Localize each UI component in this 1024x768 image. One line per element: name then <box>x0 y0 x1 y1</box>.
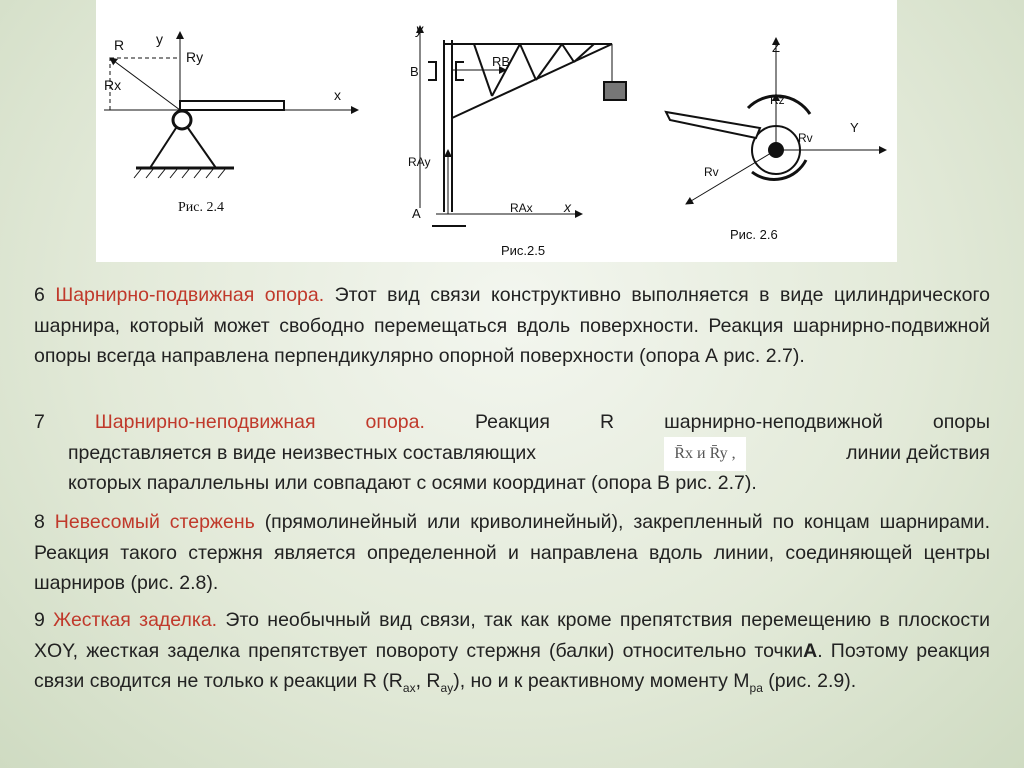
fig24-label-x: х <box>334 87 341 103</box>
fig24-label-rx: Rx <box>104 77 122 93</box>
paragraph-9-bold-a: А <box>803 639 818 662</box>
paragraph-8-term: Невесомый стержень <box>54 511 255 533</box>
fig24-label-ry: Ry <box>186 49 204 65</box>
fig26-label-z: Z <box>772 40 780 55</box>
paragraph-9-text-a: Это необычный вид связи, так как кроме препятствия перемещению в плоскости XOY, жесткая заделка препятствует повороту стержня (балки) относительно точки <box>34 609 990 662</box>
paragraph-7-line3: которых параллельны или совпадают с осями координат (опора В рис. 2.7). <box>68 472 757 494</box>
fig26-label-rx: Rv <box>704 165 719 179</box>
fig25-label-a: A <box>412 206 421 221</box>
formula-rx-ry: R̄x и R̄y , <box>664 437 746 471</box>
paragraph-9-text-d: ), но и к реактивному моменту M <box>453 670 750 692</box>
fig25-label-rax: RAx <box>510 201 533 215</box>
paragraph-8-text: (прямолинейный или криволинейный), закрепленный по концам шарнирами. Реакция такого стержня является определенной и направлена вдоль линии, соединяющей центры шарниров (рис. 2.8). <box>34 511 990 594</box>
fig26-label-rz: Rz <box>770 93 785 107</box>
paragraph-6-number: 6 <box>34 284 45 306</box>
fig26-label-y: Y <box>850 120 859 135</box>
paragraph-8-number: 8 <box>34 511 45 533</box>
figure-2-4 <box>104 32 358 178</box>
paragraph-9-sub-ax: ax <box>402 680 416 695</box>
paragraph-7-line1: Реакция R шарнирно-неподвижной опоры <box>474 411 990 433</box>
fig25-label-y: у <box>416 21 423 37</box>
fig24-label-r: R <box>114 37 125 53</box>
fig25-label-rb: RB <box>492 54 511 69</box>
figure-2-5-caption: Рис.2.5 <box>501 243 546 258</box>
paragraph-9-number: 9 <box>34 609 45 631</box>
figure-2-5 <box>420 26 626 226</box>
paragraph-7-term: Шарнирно-неподвижная опора. <box>94 411 425 433</box>
figure-2-6-caption: Рис. 2.6 <box>730 227 778 242</box>
fig25-label-b: B <box>410 64 419 79</box>
figures-drawing <box>96 0 897 262</box>
fig25-label-x: x <box>564 199 571 215</box>
paragraph-7-line2b: линии действия <box>846 441 990 464</box>
paragraph-9-sub-pa: pa <box>749 680 763 695</box>
paragraph-6 <box>34 280 990 372</box>
fig25-label-ray: RAy <box>408 155 431 169</box>
paragraph-6-text: Этот вид связи конструктивно выполняется в виде цилиндрического шарнира, который может свободно перемещаться вдоль поверхности. Реакция шарнирно-подвижной опоры всегда направлена перпендикулярно опорной поверхности (опора А рис. 2.7). <box>34 284 991 367</box>
paragraph-7-number: 7 <box>34 411 45 433</box>
fig24-label-y: у <box>156 31 163 47</box>
paragraph-9-term: Жесткая заделка. <box>53 609 218 631</box>
paragraph-9-sub-ay: ay <box>440 680 454 695</box>
paragraph-7-line2a: представляется в виде неизвестных составляющих <box>68 441 537 464</box>
paragraph-9-text-b: . Поэтому реакция связи сводится не только к реакции R (R <box>34 639 990 692</box>
paragraph-9-text-c: , R <box>415 670 441 692</box>
paragraph-6-term: Шарнирно-подвижная опора. <box>55 284 325 306</box>
paragraph-8 <box>34 507 990 599</box>
figure-panel <box>96 0 897 262</box>
paragraph-9-text-e: (рис. 2.9). <box>762 670 857 692</box>
paragraph-9 <box>34 605 990 703</box>
figure-2-4-caption: Рис. 2.4 <box>178 200 224 215</box>
fig26-label-ry: Rv <box>798 131 813 145</box>
paragraph-7 <box>34 407 990 499</box>
